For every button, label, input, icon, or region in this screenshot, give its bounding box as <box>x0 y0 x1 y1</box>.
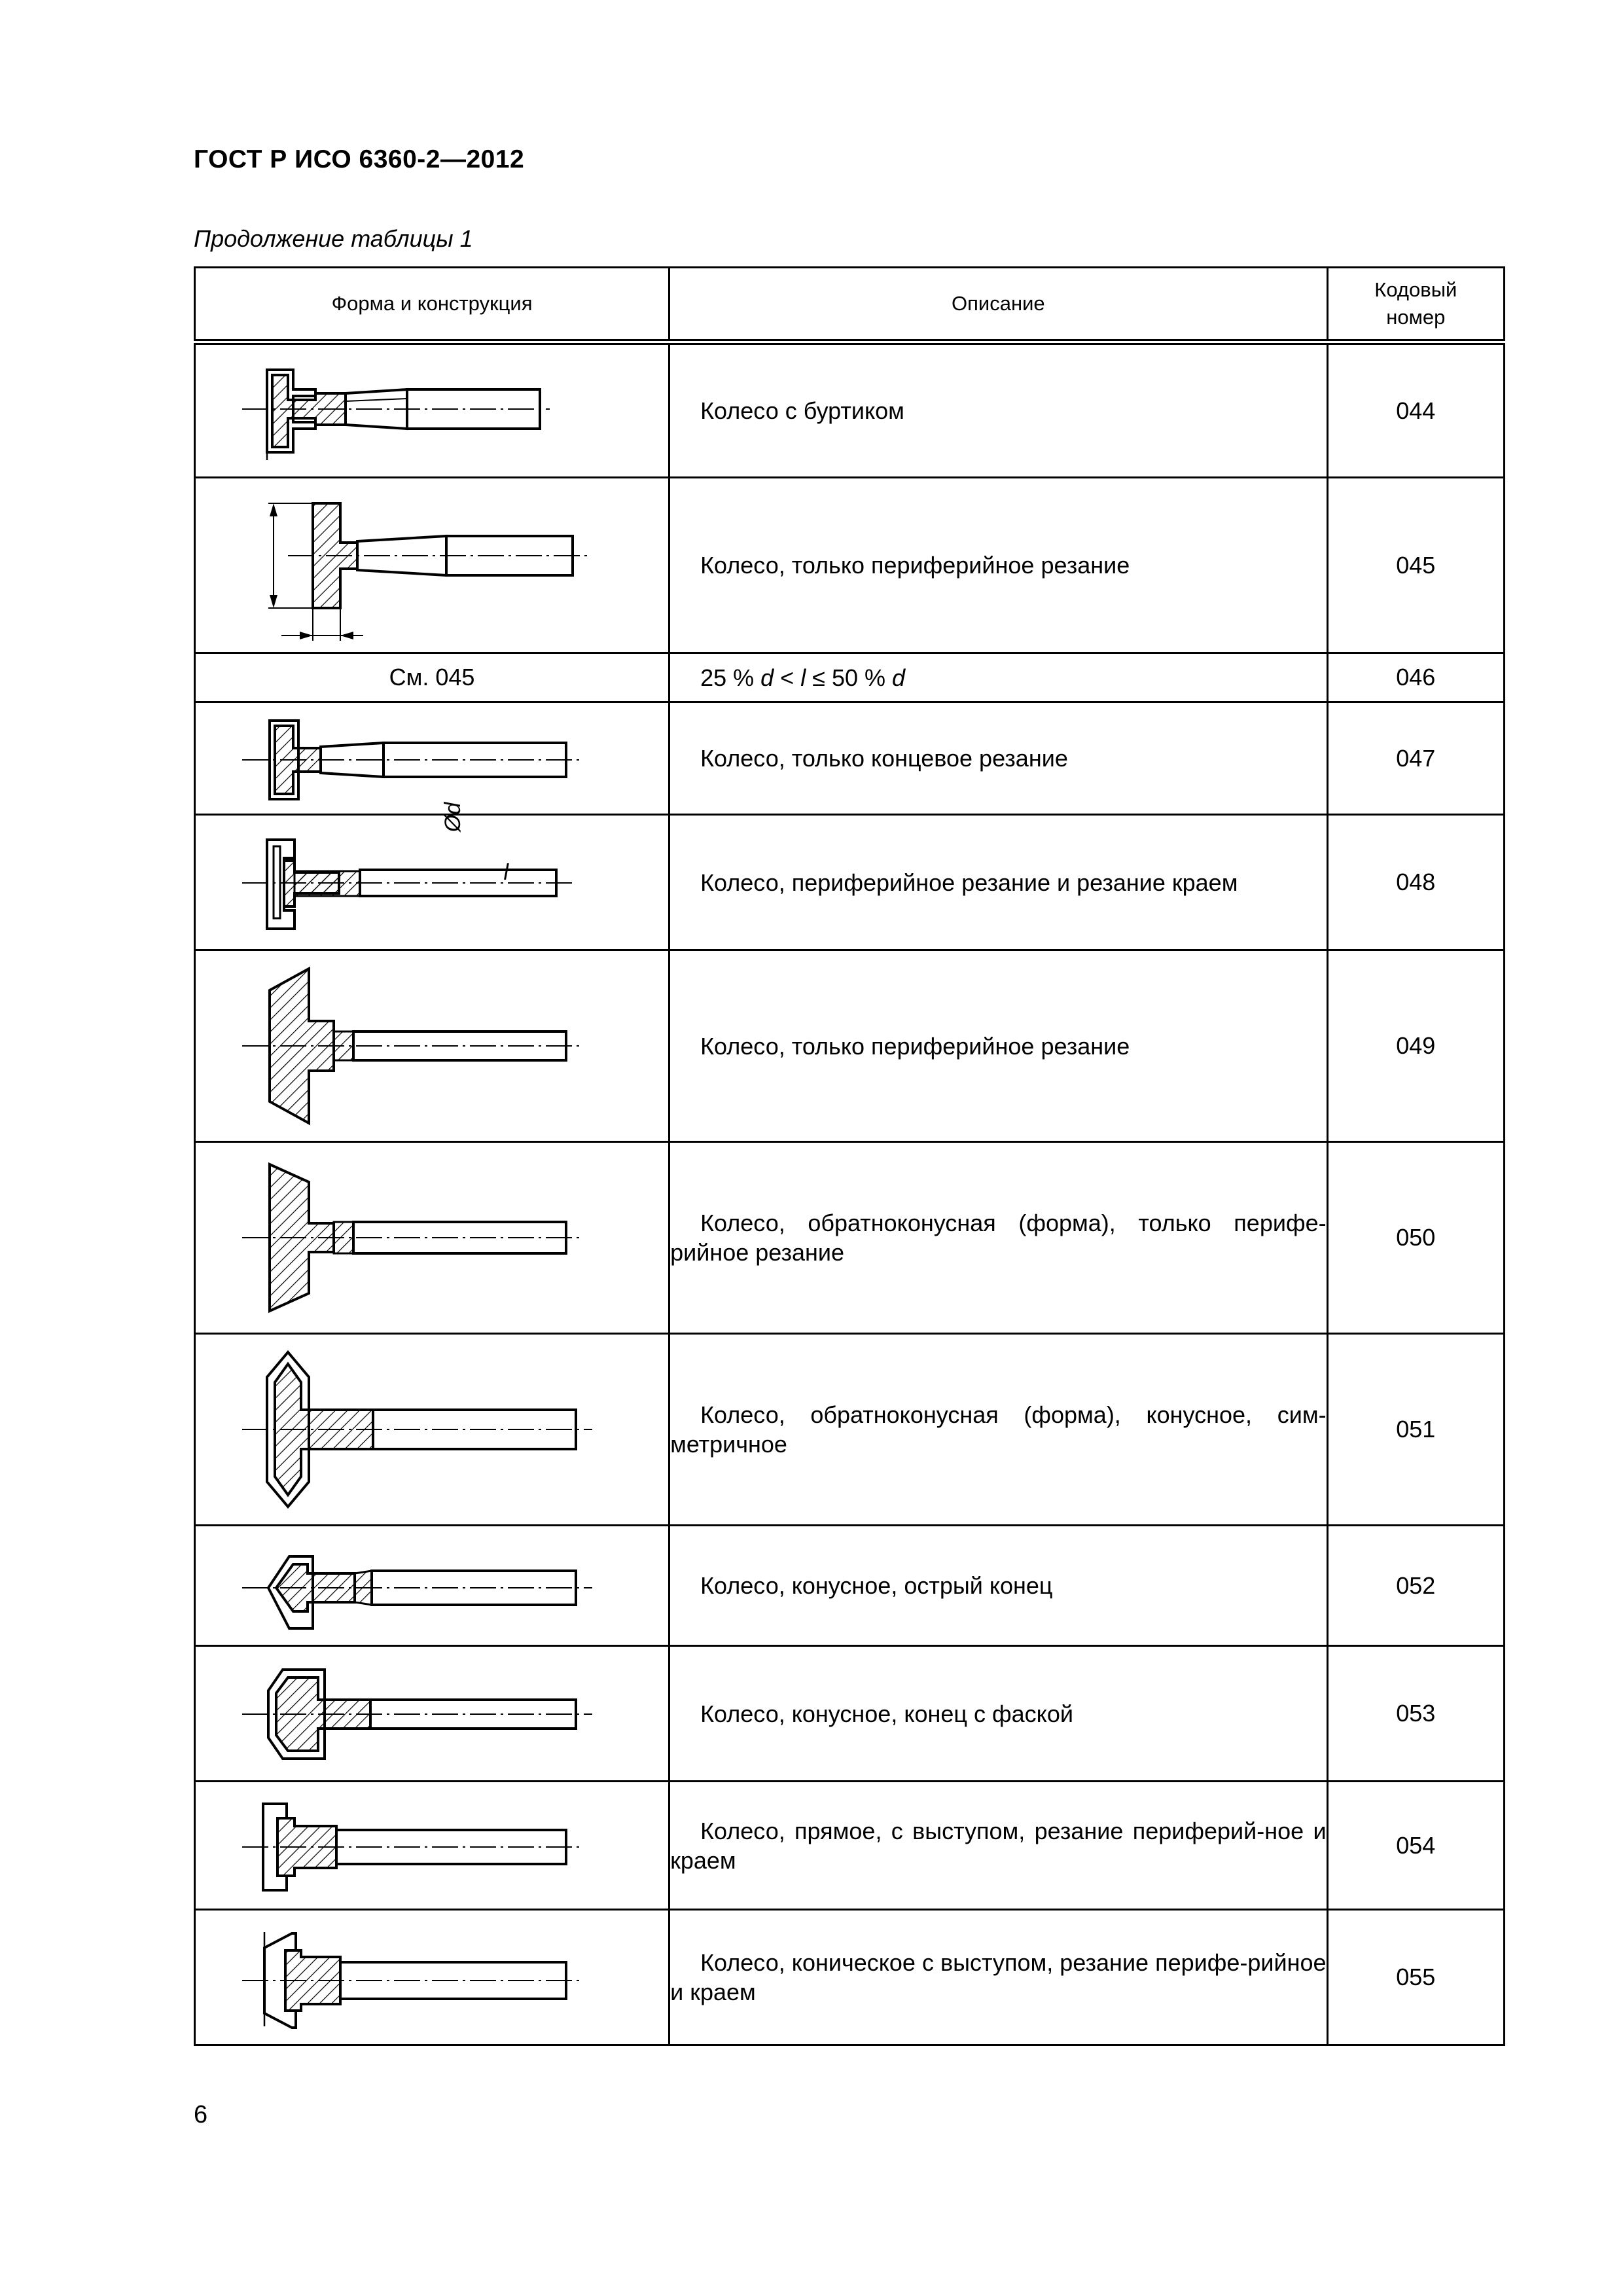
table-row <box>195 702 1505 815</box>
code-cell: 044 <box>1327 342 1504 478</box>
wheel-conical-with-ledge-figure <box>203 1915 661 2039</box>
description-cell <box>669 1526 1328 1646</box>
dim-length-label: l <box>503 859 509 885</box>
row-description-formula: 25 % d < l ≤ 50 % d <box>700 664 906 691</box>
code-cell: 050 <box>1327 1142 1504 1334</box>
code-cell: 053 <box>1327 1646 1504 1782</box>
column-header-description: Описание <box>669 268 1328 342</box>
row-description: Колесо, конусное, острый конец <box>700 1572 1053 1599</box>
figure-cell <box>195 1334 669 1526</box>
description-cell <box>669 1142 1328 1334</box>
column-header-form: Форма и конструкция <box>195 268 669 342</box>
table-row <box>195 342 1505 478</box>
classification-table <box>194 266 1505 2046</box>
description-cell <box>669 702 1328 815</box>
code-cell: 054 <box>1327 1782 1504 1910</box>
description-cell <box>669 1782 1328 1910</box>
code-cell: 055 <box>1327 1910 1504 2045</box>
figure-cell <box>195 1910 669 2045</box>
table-row <box>195 950 1505 1142</box>
dim-diameter-label: Ød <box>440 802 465 832</box>
table-row <box>195 1142 1505 1334</box>
wheel-end-cutting-figure <box>203 706 661 811</box>
code-cell: 049 <box>1327 950 1504 1142</box>
table-row <box>195 1782 1505 1910</box>
wheel-reverse-conical-figure <box>203 1146 661 1329</box>
table-row <box>195 1334 1505 1526</box>
figure-cell <box>195 1646 669 1782</box>
description-cell <box>669 950 1328 1142</box>
figure-cell <box>195 815 669 950</box>
description-cell <box>669 478 1328 653</box>
code-cell: 051 <box>1327 1334 1504 1526</box>
table-caption: Продолжение таблицы 1 <box>194 225 473 252</box>
row-description: Колесо, только периферийное резание <box>700 1032 1130 1060</box>
wheel-conical-pointed-figure <box>203 1530 661 1641</box>
form-reference-cell: См. 045 <box>195 653 669 702</box>
description-cell <box>669 342 1328 478</box>
row-description: Колесо, конусное, конец с фаской <box>700 1700 1073 1727</box>
figure-cell <box>195 1782 669 1910</box>
wheel-straight-with-ledge-figure <box>203 1787 661 1905</box>
page-number: 6 <box>194 2101 208 2128</box>
wheel-with-collar-figure <box>203 349 661 473</box>
figure-cell <box>195 1142 669 1334</box>
code-cell: 047 <box>1327 702 1504 815</box>
row-description: Колесо, только периферийное резание <box>700 552 1130 579</box>
table-header-row <box>195 268 1505 342</box>
code-cell: 052 <box>1327 1526 1504 1646</box>
document-header: ГОСТ Р ИСО 6360-2—2012 <box>194 145 525 173</box>
table-row <box>195 478 1505 653</box>
table-row <box>195 1910 1505 2045</box>
row-description: Колесо, обратноконусная (форма), только перифе-рийное резание <box>670 1210 1327 1266</box>
figure-cell <box>195 950 669 1142</box>
description-cell <box>669 1910 1328 2045</box>
code-cell: 048 <box>1327 815 1504 950</box>
description-cell <box>669 815 1328 950</box>
table-row <box>195 815 1505 950</box>
code-cell: 046 <box>1327 653 1504 702</box>
wheel-reverse-conical-symmetric-figure <box>203 1338 661 1521</box>
row-description: Колесо, прямое, с выступом, резание периферий-ное и краем <box>670 1817 1327 1874</box>
wheel-conical-chamfered-figure <box>203 1651 661 1776</box>
row-description: Колесо, коническое с выступом, резание перифе-рийное и краем <box>670 1949 1327 2005</box>
row-description: Колесо, периферийное резание и резание краем <box>700 869 1238 896</box>
row-description: Колесо, обратноконусная (форма), конусное, сим-метричное <box>670 1401 1327 1458</box>
table-row <box>195 1646 1505 1782</box>
description-cell <box>669 1646 1328 1782</box>
row-description: Колесо, только концевое резание <box>700 745 1068 772</box>
figure-cell <box>195 1526 669 1646</box>
figure-cell <box>195 702 669 815</box>
wheel-peripheral-and-edge-figure <box>203 820 661 944</box>
wheel-peripheral-dimensioned-figure <box>203 484 661 647</box>
description-cell <box>669 653 1328 702</box>
description-cell <box>669 1334 1328 1526</box>
wheel-conical-peripheral-figure <box>203 954 661 1138</box>
code-cell: 045 <box>1327 478 1504 653</box>
column-header-code: Кодовый номер <box>1327 268 1504 342</box>
table-row <box>195 1526 1505 1646</box>
row-description: Колесо с буртиком <box>700 397 904 424</box>
table-row <box>195 653 1505 702</box>
figure-cell <box>195 342 669 478</box>
